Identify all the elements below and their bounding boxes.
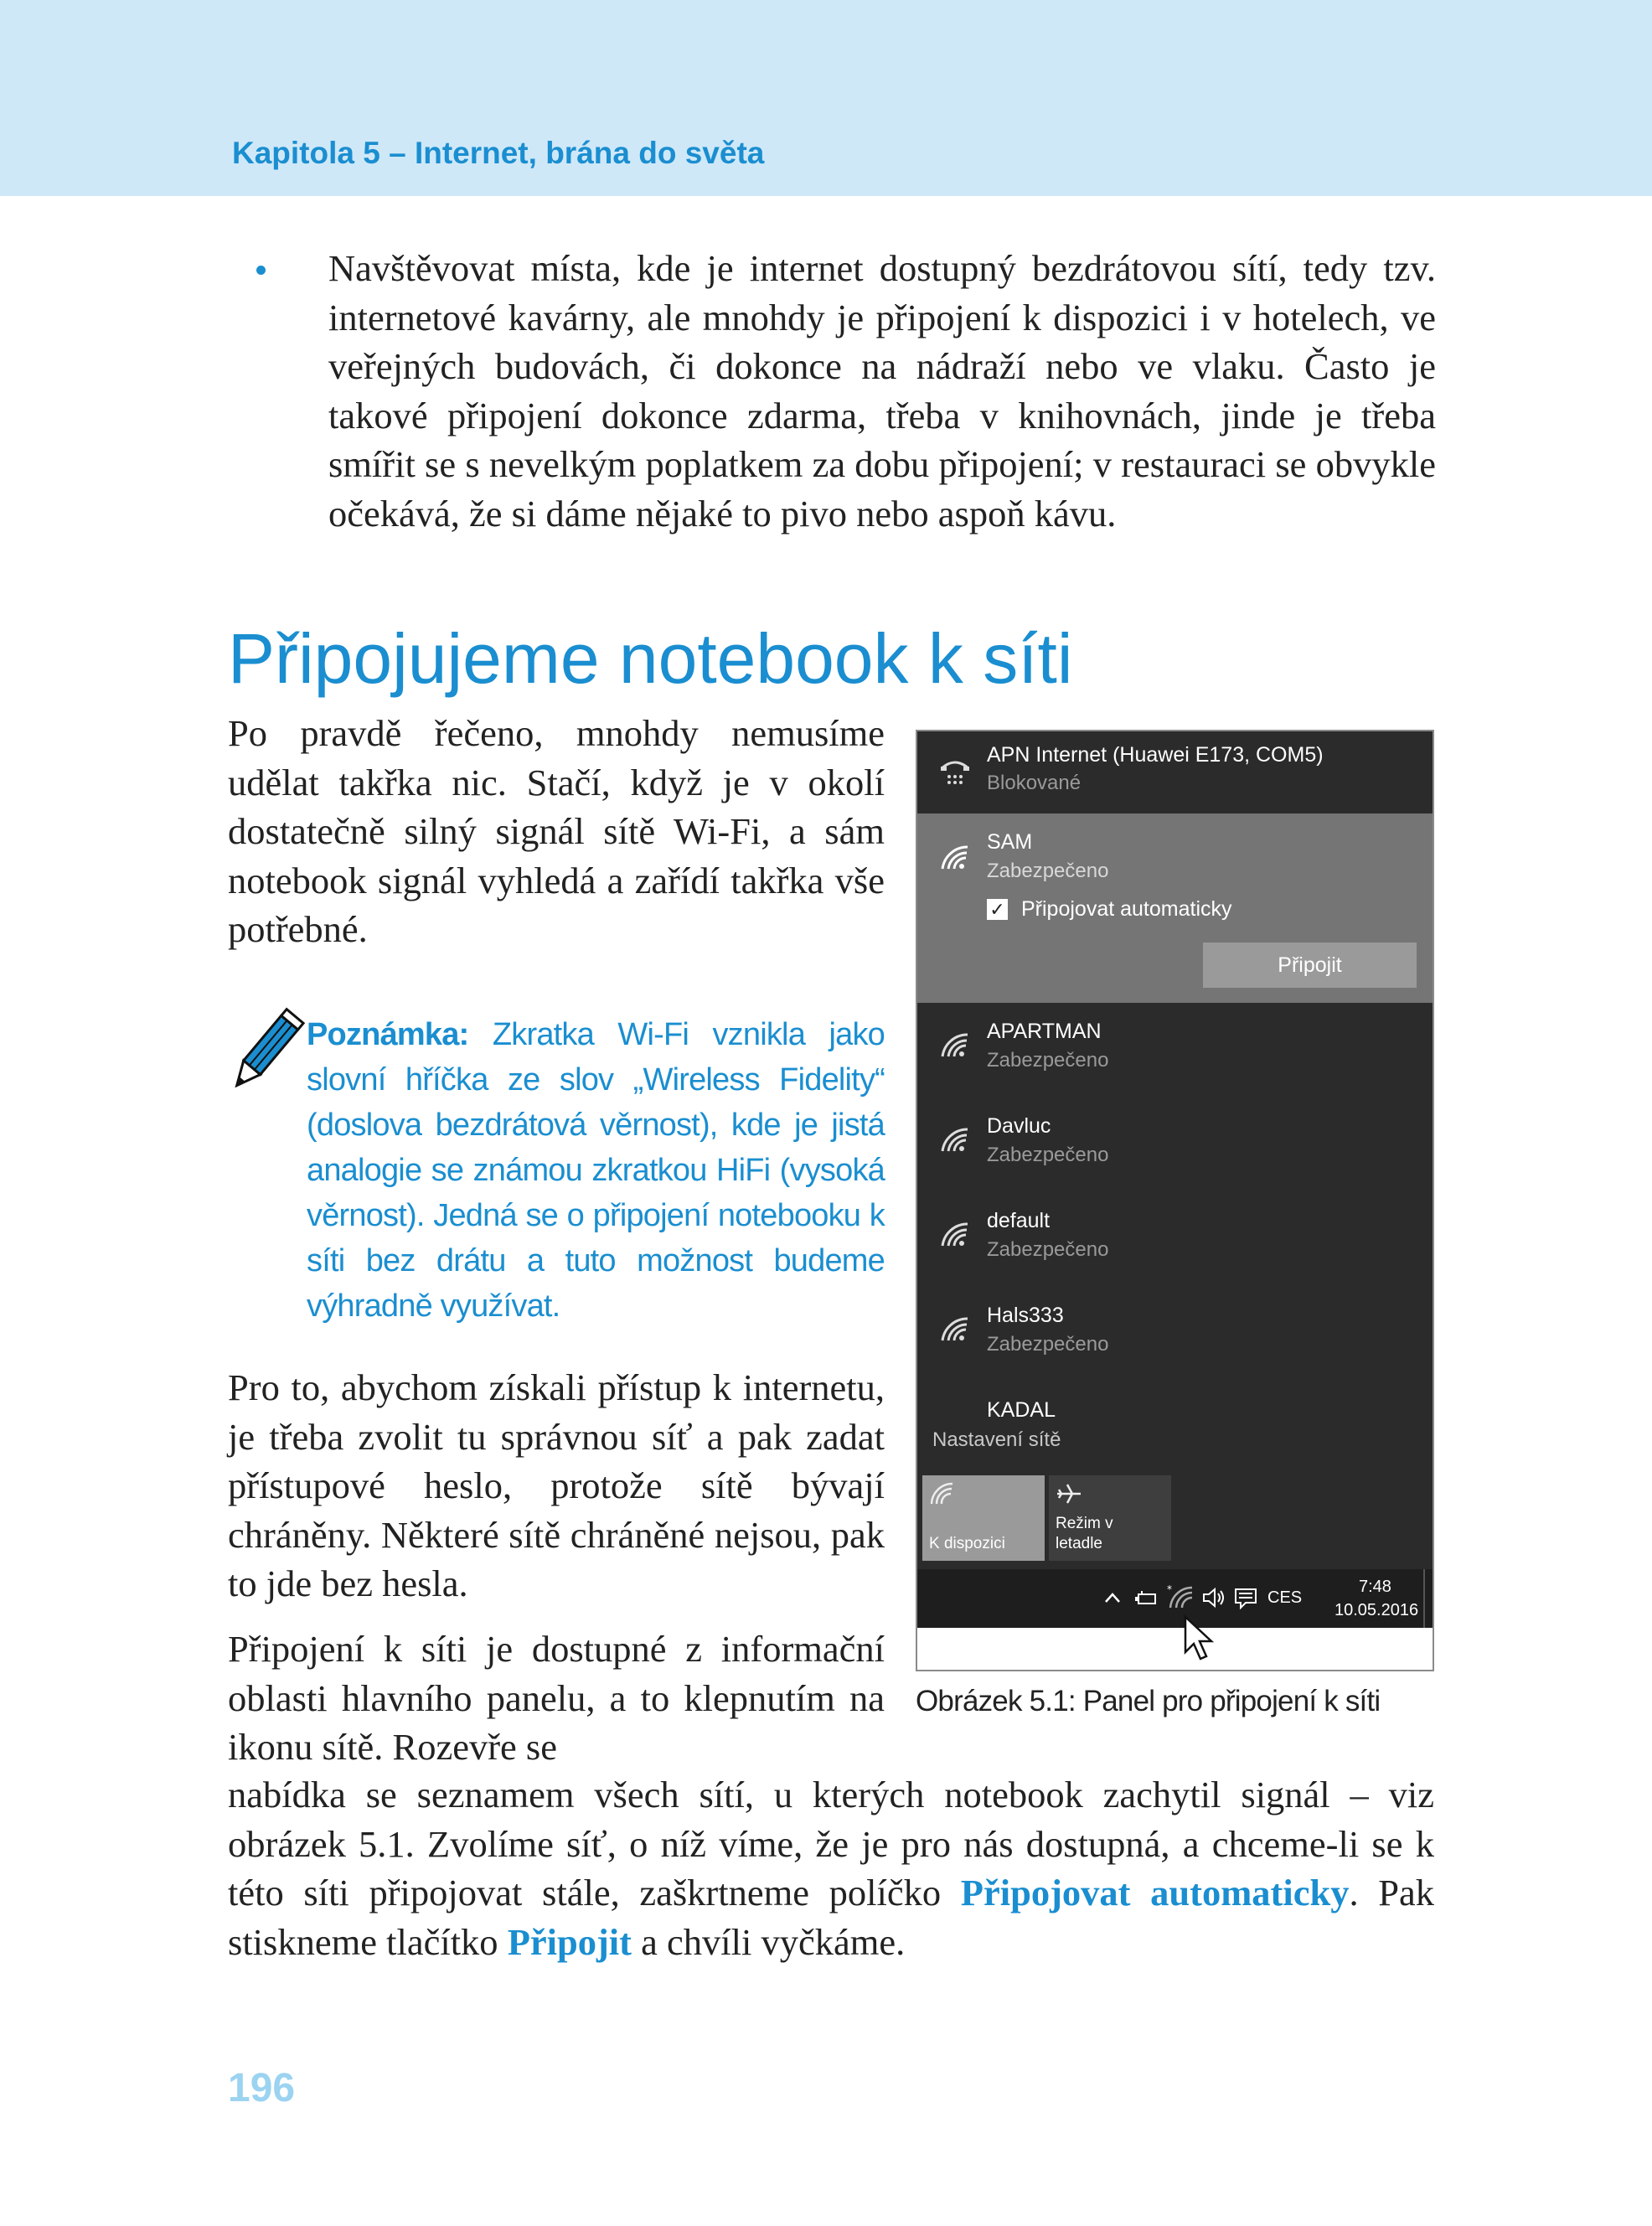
input-language[interactable]: CES <box>1267 1588 1303 1607</box>
network-item-sam-selected[interactable] <box>917 813 1433 1003</box>
network-name: default <box>987 1209 1051 1232</box>
network-item[interactable] <box>917 1287 1433 1381</box>
wifi-secured-icon <box>939 1221 971 1249</box>
paragraph-3-continued <box>228 1770 1434 1966</box>
wifi-secured-icon <box>939 1126 971 1154</box>
section-heading: Připojujeme notebook k síti <box>228 619 1073 698</box>
network-name: APARTMAN <box>987 1020 1102 1043</box>
network-icon[interactable] <box>1167 1584 1195 1609</box>
airplane-icon <box>1056 1482 1082 1506</box>
paragraph-2: Pro to, abychom získali přístup k internetu, je třeba zvolit tu správnou síť a pak zadat přístupové heslo, protože sítě bývají chráněny. Některé sítě chráněné nejsou, pak to jde bez hesla. <box>228 1366 885 1604</box>
bullet-item <box>256 244 1436 538</box>
network-panel-figure <box>916 730 1434 1671</box>
figure-caption: Obrázek 5.1: Panel pro připojení k síti <box>916 1685 1381 1717</box>
network-settings-link[interactable]: Nastavení sítě <box>932 1428 1061 1451</box>
paragraph-1: Po pravdě řečeno, mnohdy nemusíme udělat takřka nic. Stačí, když je v okolí dostatečně silný signál sítě Wi-Fi, a sám notebook signál vyhledá a zařídí takřka vše potřebné. <box>228 712 885 950</box>
connect-button[interactable]: Připojit <box>1203 943 1417 988</box>
network-status: Zabezpečeno <box>987 1144 1109 1166</box>
tile-label: Režim v letadle <box>1056 1515 1113 1552</box>
network-item[interactable] <box>917 1192 1433 1286</box>
auto-connect-checkbox[interactable]: ✓ <box>987 899 1008 920</box>
chevron-up-icon[interactable] <box>1103 1589 1122 1608</box>
paragraph-3-text-b: . Pak stiskneme tlačítko <box>228 1872 1434 1963</box>
action-center-icon[interactable] <box>1234 1588 1257 1609</box>
network-status: Zabezpečeno <box>987 1238 1109 1261</box>
chapter-title: Kapitola 5 – Internet, brána do světa <box>232 136 765 170</box>
paragraph-3-text-c: a chvíli vyčkáme. <box>632 1920 906 1963</box>
mouse-cursor-icon <box>1184 1615 1214 1662</box>
term-auto-connect: Připojovat automaticky <box>960 1872 1350 1914</box>
note-text <box>307 1012 885 1329</box>
network-status: Zabezpečeno <box>987 1333 1109 1356</box>
taskbar-separator <box>1423 1569 1425 1628</box>
wifi-icon <box>929 1482 956 1506</box>
clock-time[interactable]: 7:48 <box>1359 1578 1391 1596</box>
tile-label: K dispozici <box>929 1535 1005 1552</box>
airplane-mode-tile[interactable] <box>1049 1475 1171 1561</box>
network-name-cut-off: KADAL <box>987 1398 1056 1422</box>
wifi-secured-icon <box>939 844 971 872</box>
dialup-icon <box>939 757 971 785</box>
network-status: Zabezpečeno <box>987 860 1109 882</box>
network-status: Blokované <box>987 772 1082 794</box>
network-item[interactable] <box>917 1098 1433 1191</box>
auto-connect-label: Připojovat automaticky <box>1021 897 1232 921</box>
network-flyout <box>917 731 1433 1628</box>
network-name: APN Internet (Huawei E173, COM5) <box>987 743 1324 767</box>
volume-icon[interactable] <box>1202 1588 1226 1608</box>
network-item[interactable] <box>917 1003 1433 1097</box>
paragraph-3-text-a: nabídka se seznamem všech sítí, u kterých notebook zachytil signál – viz obrázek 5.1. Zvolíme síť, o níž víme, že je pro nás dostupná, a chceme-li se k této síti připojovat stále, zaškrtneme políčko <box>228 1774 1434 1914</box>
network-status: Zabezpečeno <box>987 1049 1109 1072</box>
taskbar <box>917 1569 1433 1628</box>
network-name: Hals333 <box>987 1304 1064 1327</box>
note-body: Zkratka Wi-Fi vznikla jako slovní hříčka ze slov „Wireless Fidelity“ (doslova bezdrátová věrnost), kde je jistá analogie se známou zkratkou HiFi (vysoká věrnost). Jedná se o připojení notebooku k síti bez drátu a tuto možnost budeme výhradně využívat. <box>307 1017 885 1324</box>
wifi-toggle-tile[interactable] <box>922 1475 1045 1561</box>
clock-date[interactable]: 10.05.2016 <box>1335 1601 1419 1619</box>
wifi-secured-icon <box>939 1315 971 1344</box>
svg-text:*: * <box>1167 1583 1172 1595</box>
network-name: Davluc <box>987 1114 1051 1138</box>
paragraph-3-start: Připojení k síti je dostupné z informační oblasti hlavního panelu, a to klepnutím na ikonu sítě. Rozevře se <box>228 1628 885 1768</box>
network-item-apn[interactable] <box>917 731 1433 825</box>
wifi-secured-icon <box>939 1031 971 1060</box>
note-label: Poznámka: <box>307 1017 469 1052</box>
battery-icon[interactable] <box>1133 1589 1159 1608</box>
term-connect: Připojit <box>507 1920 632 1963</box>
page-number: 196 <box>228 2066 296 2110</box>
bullet-text: Navštěvovat místa, kde je internet dostupný bezdrátovou sítí, tedy tzv. internetové kavárny, ale mnohdy je připojení k dispozici i v hotelech, ve veřejných budovách, či dokonce na nádraží nebo ve vlaku. Často je takové připojení dokonce zdarma, třeba v knihovnách, jinde je třeba smířit se s nevelkým poplatkem za dobu připojení; v restauraci se obvykle očekává, že si dáme nějaké to pivo nebo aspoň kávu. <box>328 247 1436 535</box>
network-name: SAM <box>987 830 1033 854</box>
pencil-icon <box>226 1012 295 1103</box>
